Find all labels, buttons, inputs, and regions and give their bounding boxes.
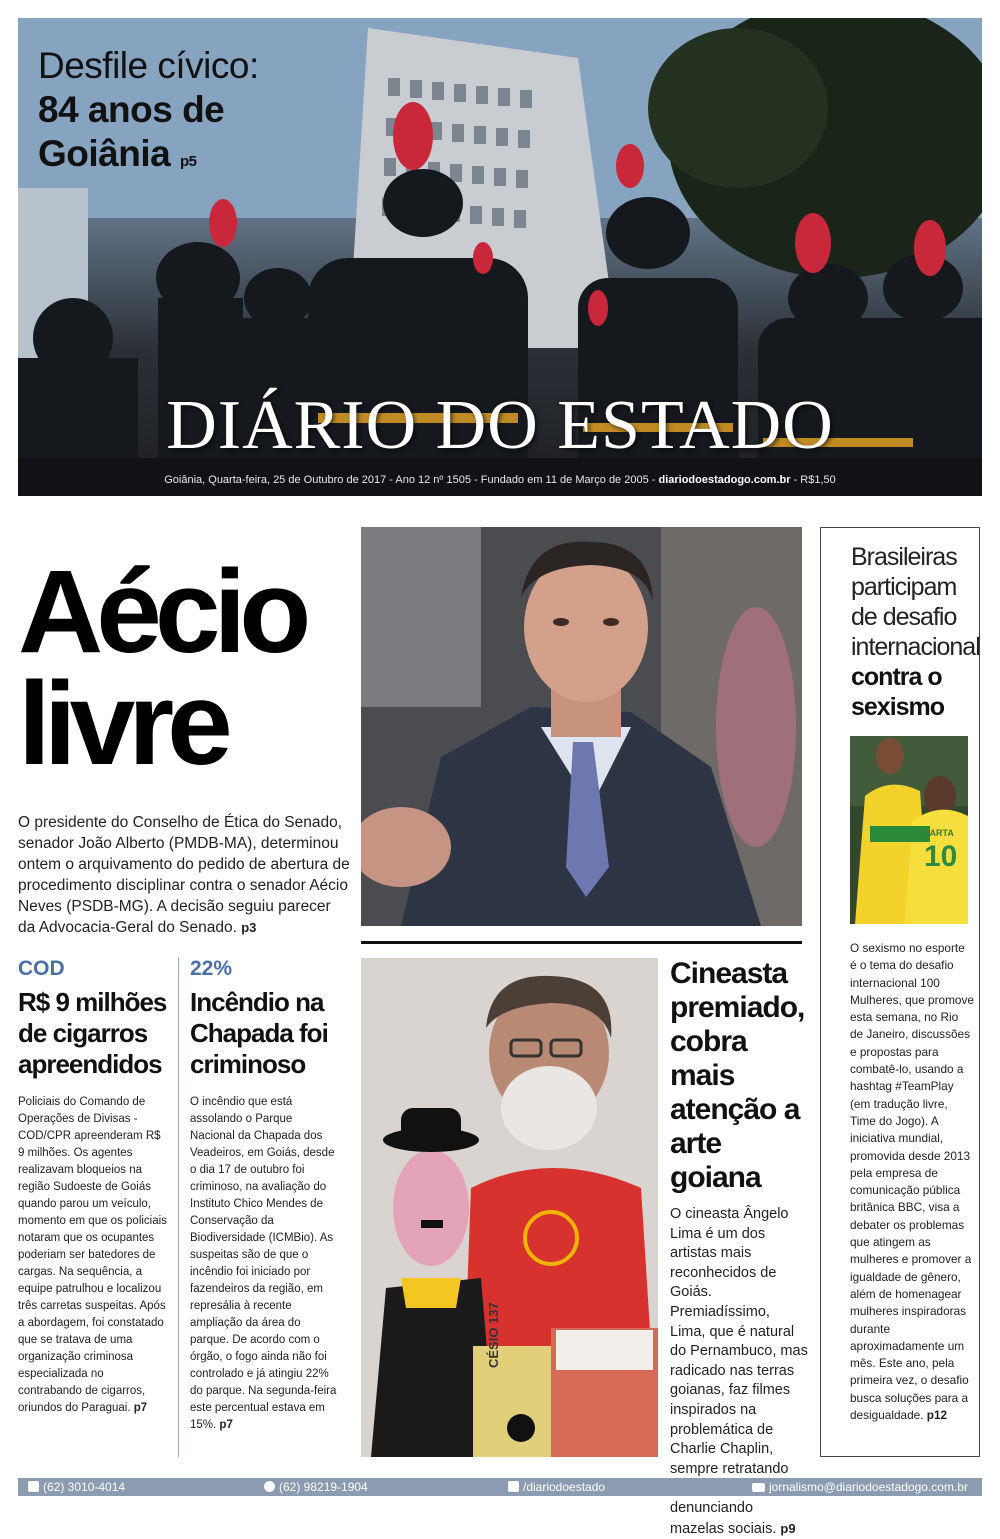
cod-page-ref: p7 [133, 1402, 148, 1414]
cod-label: COD [18, 957, 65, 980]
fire-article[interactable] [190, 957, 340, 1434]
side-photo [850, 736, 968, 924]
jersey-name: MARTA [922, 828, 954, 838]
cesio-box-label [486, 1348, 501, 1368]
cod-body [18, 1094, 168, 1417]
fire-label: 22% [190, 957, 233, 980]
section-divider [361, 941, 802, 944]
whatsapp-icon [264, 1481, 275, 1492]
cod-text: Policiais do Comando de Operações de Divisas - COD/CPR apreenderam R$ 9 milhões. Os agentes realizavam bloqueios na região Sudoeste de Goiás quando parou um veículo, momento em que os policiais notaram que os ocupantes poderiam ser batedores de cargas. Na sequência, a equipe patrulhou e localizou três carretas suspeitas. Após a abordagem, foi constatado que se tratava de uma organização criminosa especializada no contrabando de cigarros, oriundos do Paraguai. [18, 1096, 167, 1414]
banner-headline-line-2: Goiânia [38, 133, 171, 174]
footer-bar [18, 1478, 982, 1496]
footer-facebook[interactable] [508, 1478, 605, 1496]
lead-headline-line-1: Aécio [18, 546, 305, 678]
side-body [850, 940, 974, 1424]
cinema-text: O cineasta Ângelo Lima é um dos artistas mais reconhecidos de Goiás. Premiadíssimo, Lima, que é natural do Pernambuco, mas radicado nas terras goianas, faz filmes inspirados na problemática de Charlie Chaplin, sempre retratando denunciando mazelas sociais. [670, 1206, 808, 1537]
fire-body [190, 1094, 340, 1434]
dateline-text: Goiânia, Quarta-feira, 25 de Outubro de 2017 - Ano 12 nº 1505 - Fundado em 11 de Março de 2005 - [164, 474, 656, 486]
email-icon [752, 1483, 765, 1492]
footer-whatsapp-text: (62) 98219-1904 [279, 1480, 368, 1494]
footer-email-text: jornalismo@diariodoestadogo.com.br [769, 1480, 968, 1494]
filmmaker-photo [361, 958, 658, 1457]
lead-headline-line-2: livre [18, 658, 226, 790]
jersey-number: 10 [924, 840, 958, 873]
dateline-site-link[interactable]: diariodoestadogo.com.br [658, 474, 791, 486]
footer-facebook-text: /diariodoestado [523, 1480, 606, 1494]
cinema-page-ref: p9 [780, 1520, 796, 1536]
lead-text: O presidente do Conselho de Ética do Senado, senador João Alberto (PMDB-MA), determinou ontem o arquivamento do pedido de abertura de procedimento disciplinar contra o senador Aécio Neves (PSDB-MG). A decisão seguiu parecer da Advocacia-Geral do Senado. [18, 814, 350, 936]
banner-page-ref: p5 [179, 153, 197, 170]
cinema-photo [361, 958, 658, 1457]
footer-email[interactable] [752, 1478, 968, 1496]
dateline-price: - R$1,50 [793, 474, 836, 486]
side-headline-light: Brasileiras participam de desafio internacional [851, 543, 980, 661]
banner-kicker: Desfile cívico: [38, 45, 259, 86]
cinema-headline: Cineasta premiado, cobra mais atenção a arte goiana [670, 957, 805, 1194]
dateline [18, 474, 982, 486]
footer-phone-text: (62) 3010-4014 [43, 1480, 126, 1494]
fire-text: O incêndio que está assolando o Parque Nacional da Chapada dos Veadeiros, em Goiás, desde o dia 17 de outubro foi criminoso, na avaliação do Instituto Chico Mendes de Conservação da Biodiversidade (ICMBio). As suspeitas são de que o incêndio foi iniciado por fazendeiros da região, em represália à recente ampliação da área do parque. De acordo com o órgão, o fogo ainda não foi controlado e já atingiu 22% do parque. Na segunda-feira este percentual estava em 15%. [190, 1096, 337, 1431]
banner-headline-line-1: 84 anos de [38, 89, 225, 130]
side-page-ref: p12 [926, 1408, 948, 1423]
masthead-photo-banner [18, 18, 982, 496]
footer-whatsapp[interactable] [264, 1478, 368, 1496]
cod-headline: R$ 9 milhões de cigarros apreendidos [18, 987, 167, 1079]
lead-headline[interactable] [18, 546, 358, 790]
side-headline-bold: contra o sexismo [851, 663, 945, 721]
lead-photo [361, 527, 802, 926]
side-box[interactable] [820, 527, 980, 1457]
fire-headline: Incêndio na Chapada foi criminoso [190, 987, 328, 1079]
newspaper-title: DIÁRIO DO ESTADO [166, 387, 834, 464]
side-text: O sexismo no esporte é o tema do desafio internacional 100 Mulheres, que promove esta semana, no Rio de Janeiro, discussões e propostas para combatê-lo, usando a hashtag #TeamPlay (em tradução livre, Time do Jogo). A iniciativa mundial, promovida desde 2013 pela empresa de comunicação pública britânica BBC, visa a debater os problemas que atingem as mulheres e promover a igualdade de gênero, além de homenagear mulheres inspiradoras durante aproximadamente um mês. Este ano, pela primeira vez, o desafio busca soluções para a desigualdade. [850, 941, 974, 1423]
footer-phone[interactable] [28, 1478, 125, 1496]
facebook-icon [508, 1481, 519, 1492]
banner-headline[interactable] [38, 88, 224, 184]
lead-page-ref: p3 [241, 920, 257, 935]
cinema-article[interactable] [670, 957, 808, 1539]
fire-page-ref: p7 [219, 1419, 233, 1431]
lead-article [18, 812, 350, 938]
column-rule [178, 957, 179, 1457]
side-headline [851, 542, 980, 722]
senator-portrait [361, 527, 802, 926]
cod-article[interactable] [18, 957, 168, 1417]
phone-icon [28, 1481, 39, 1492]
